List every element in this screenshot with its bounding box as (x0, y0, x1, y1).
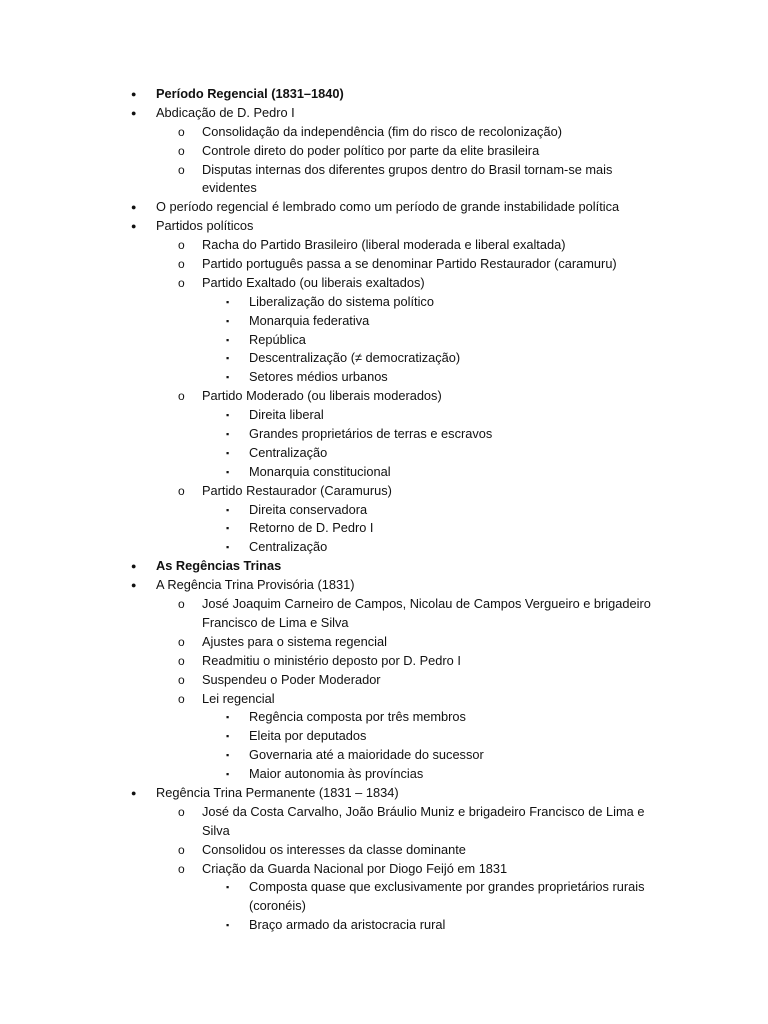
bullet-square-icon: ▪ (226, 523, 230, 534)
outline-item-level-1 (0, 557, 768, 576)
bullet-square-icon: ▪ (226, 429, 230, 440)
outline-item-level-1 (0, 198, 768, 217)
outline-item-text: Período Regencial (1831–1840) (156, 86, 344, 101)
bullet-square-icon: ▪ (226, 315, 230, 326)
outline-item-level-3 (0, 878, 768, 897)
bullet-dot-icon: ● (131, 89, 137, 99)
outline-item-text: Liberalização do sistema político (249, 293, 434, 309)
outline-item-text: evidentes (202, 180, 257, 196)
outline-item-level-1 (0, 85, 768, 104)
outline-item-level-3 (0, 519, 768, 538)
outline-item-level-1 (0, 217, 768, 236)
outline-item-level-3 (0, 406, 768, 425)
outline-item-text: Braço armado da aristocracia rural (249, 917, 446, 933)
outline-item-level-1 (0, 784, 768, 803)
outline-item-level-3 (0, 349, 768, 368)
outline-item-text: Grandes proprietários de terras e escravos (249, 426, 493, 442)
outline-item-text: José da Costa Carvalho, João Bráulio Muniz e brigadeiro Francisco de Lima e (202, 803, 645, 819)
outline-item-text: Maior autonomia às províncias (249, 766, 424, 782)
outline-item-text: José Joaquim Carneiro de Campos, Nicolau de Campos Vergueiro e brigadeiro (202, 596, 651, 612)
bullet-circle-icon: o (178, 275, 185, 290)
outline-item-text: Governaria até a maioridade do sucessor (249, 747, 484, 763)
outline-item-text: Consolidação da independência (fim do risco de recolonização) (202, 123, 562, 139)
bullet-circle-icon: o (178, 653, 185, 668)
bullet-circle-icon: o (178, 389, 185, 404)
bullet-circle-icon: o (178, 597, 185, 612)
outline-item-level-3 (0, 897, 768, 916)
outline-item-level-2 (0, 482, 768, 501)
bullet-dot-icon: ● (131, 202, 137, 213)
bullet-square-icon: ▪ (226, 882, 230, 893)
outline-item-level-3 (0, 331, 768, 350)
bullet-square-icon: ▪ (226, 542, 230, 553)
outline-item-text: Controle direto do poder político por parte da elite brasileira (202, 142, 540, 158)
outline-item-level-3 (0, 293, 768, 312)
outline-item-level-2 (0, 123, 768, 142)
outline-item-text: Setores médios urbanos (249, 369, 388, 385)
outline-item-level-2 (0, 179, 768, 198)
outline-item-text: As Regências Trinas (156, 558, 282, 574)
bullet-circle-icon: o (178, 162, 185, 177)
bullet-dot-icon: ● (131, 221, 137, 232)
bullet-square-icon: ▪ (226, 731, 230, 742)
outline-item-text: Partido Moderado (ou liberais moderados) (202, 388, 442, 404)
outline-item-level-3 (0, 501, 768, 520)
outline-item-level-2 (0, 803, 768, 822)
bullet-square-icon: ▪ (226, 712, 230, 723)
bullet-square-icon: ▪ (226, 750, 230, 761)
outline-item-text: Descentralização (≠ democratização) (249, 350, 461, 366)
bullet-square-icon: ▪ (226, 466, 230, 477)
bullet-dot-icon: ● (131, 107, 137, 118)
outline-item-text: Disputas internas dos diferentes grupos dentro do Brasil tornam-se mais (202, 161, 613, 177)
outline-item-text: (coronéis) (249, 898, 306, 914)
bullet-circle-icon: o (178, 861, 185, 876)
bullet-square-icon: ▪ (226, 447, 230, 458)
bullet-circle-icon: o (178, 691, 185, 706)
bullet-square-icon: ▪ (226, 504, 230, 515)
outline-item-text: Regência Trina Permanente (1831 – 1834) (156, 784, 399, 800)
outline-item-level-3 (0, 312, 768, 331)
bullet-circle-icon: o (178, 257, 185, 272)
bullet-square-icon: ▪ (226, 372, 230, 383)
outline-item-text: Lei regencial (202, 690, 275, 706)
outline-item-level-3 (0, 746, 768, 765)
outline-item-level-2 (0, 671, 768, 690)
outline-item-text: Criação da Guarda Nacional por Diogo Feijó em 1831 (202, 860, 508, 876)
bullet-circle-icon: o (178, 238, 185, 253)
bullet-circle-icon: o (178, 672, 185, 687)
outline-item-level-2 (0, 860, 768, 879)
outline-item-level-3 (0, 425, 768, 444)
bullet-dot-icon: ● (131, 561, 137, 572)
outline-item-text: Regência composta por três membros (249, 709, 466, 725)
outline-item-text: Partido Restaurador (Caramurus) (202, 482, 392, 498)
bullet-square-icon: ▪ (226, 334, 230, 345)
outline-item-text: Francisco de Lima e Silva (202, 614, 349, 630)
bullet-circle-icon: o (178, 143, 185, 158)
outline-item-level-1 (0, 104, 768, 123)
outline-item-level-2 (0, 387, 768, 406)
bullet-square-icon: ▪ (226, 920, 230, 931)
outline-item-text: Composta quase que exclusivamente por grandes proprietários rurais (249, 879, 645, 895)
outline-item-level-2 (0, 255, 768, 274)
outline-item-text: Ajustes para o sistema regencial (202, 633, 387, 649)
bullet-dot-icon: ● (131, 787, 137, 798)
outline-item-text: Partidos políticos (156, 218, 254, 234)
outline-item-level-2 (0, 236, 768, 255)
bullet-square-icon: ▪ (226, 769, 230, 780)
outline-item-level-2 (0, 595, 768, 614)
outline-item-text: Eleita por deputados (249, 728, 367, 744)
outline-item-text: Suspendeu o Poder Moderador (202, 671, 381, 687)
outline-item-text: O período regencial é lembrado como um período de grande instabilidade política (156, 199, 620, 215)
outline-item-level-2 (0, 274, 768, 293)
outline-item-level-3 (0, 538, 768, 557)
outline-item-level-1 (0, 576, 768, 595)
outline-item-text: República (249, 331, 306, 347)
bullet-square-icon: ▪ (226, 296, 230, 307)
outline-item-text: Racha do Partido Brasileiro (liberal moderada e liberal exaltada) (202, 237, 566, 253)
bullet-outline (0, 85, 768, 935)
outline-item-level-3 (0, 916, 768, 935)
outline-item-text: Consolidou os interesses da classe dominante (202, 841, 466, 857)
outline-item-text: Partido português passa a se denominar Partido Restaurador (caramuru) (202, 256, 617, 272)
outline-item-level-2 (0, 614, 768, 633)
outline-item-level-3 (0, 368, 768, 387)
outline-item-text: Silva (202, 822, 230, 838)
outline-item-level-3 (0, 444, 768, 463)
outline-item-level-2 (0, 822, 768, 841)
outline-item-level-2 (0, 633, 768, 652)
outline-item-text: Abdicação de D. Pedro I (156, 104, 295, 120)
outline-item-level-3 (0, 463, 768, 482)
outline-item-level-3 (0, 708, 768, 727)
outline-item-text: Readmitiu o ministério deposto por D. Pedro I (202, 652, 461, 668)
outline-item-text: Monarquia federativa (249, 312, 370, 328)
outline-item-level-3 (0, 727, 768, 746)
outline-item-level-2 (0, 161, 768, 180)
outline-item-level-2 (0, 690, 768, 709)
outline-item-text: Partido Exaltado (ou liberais exaltados) (202, 274, 425, 290)
bullet-circle-icon: o (178, 483, 185, 498)
bullet-circle-icon: o (178, 634, 185, 649)
bullet-square-icon: ▪ (226, 353, 230, 364)
bullet-circle-icon: o (178, 124, 185, 139)
bullet-circle-icon: o (178, 842, 185, 857)
outline-item-text: Monarquia constitucional (249, 463, 391, 479)
outline-item-level-3 (0, 765, 768, 784)
outline-item-text: Centralização (249, 444, 328, 460)
outline-item-text: Direita conservadora (249, 501, 368, 517)
bullet-square-icon: ▪ (226, 410, 230, 421)
outline-item-text: Centralização (249, 539, 328, 555)
outline-item-level-2 (0, 142, 768, 161)
outline-item-text: Retorno de D. Pedro I (249, 520, 374, 536)
outline-item-text: Direita liberal (249, 407, 324, 423)
outline-item-text: A Regência Trina Provisória (1831) (156, 577, 355, 593)
bullet-dot-icon: ● (131, 580, 137, 591)
outline-item-level-2 (0, 652, 768, 671)
bullet-circle-icon: o (178, 804, 185, 819)
outline-item-level-2 (0, 841, 768, 860)
